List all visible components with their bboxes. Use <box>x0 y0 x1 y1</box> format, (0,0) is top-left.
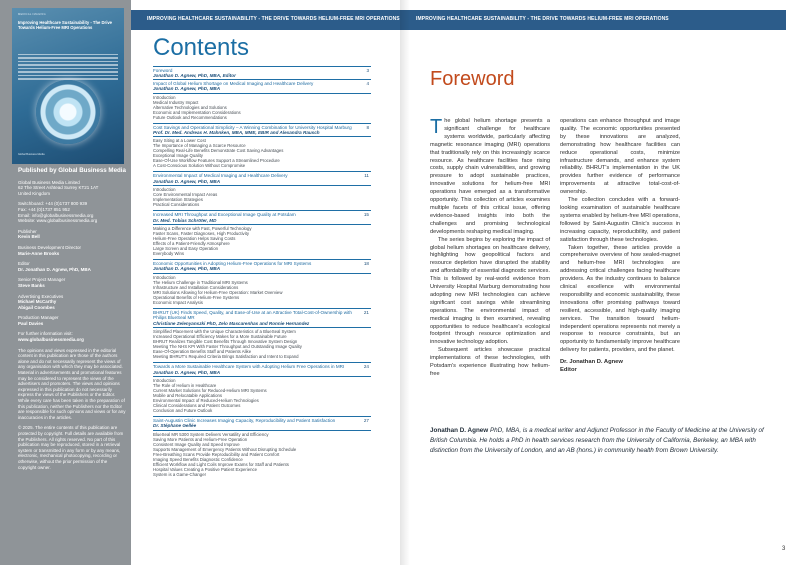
toc-subitem: Mobile and Relocatable Applications <box>153 392 223 398</box>
toc-subitem: Introduction <box>153 377 176 383</box>
toc-subitem: Increased Operational Efficiency Makes for a More Sustainable Future <box>153 334 287 340</box>
cover-article-list <box>18 54 118 82</box>
foreword-paragraph: The series begins by exploring the impact of global helium shortages on healthcare delivery, highlighting how geopolitical factors and resource depletion have disrupted the stability and affordability of essential diagnostic services. This is followed by real-world evidence from University Hospital Marburg demonstrating how adopting new MRI technologies can achieve significant cost savings while streamlining operations. The environmental impact of medical imaging is then examined, revealing opportunities to reduce healthcare's ecological footprint through resource optimization and innovative technology adoption. <box>430 236 550 346</box>
toc-entry-author: Jonathan D. Agnew, PhD, MBA <box>153 86 221 92</box>
author-bio <box>430 426 770 456</box>
toc-subitems <box>153 93 371 123</box>
toc-page-number: 21 <box>363 309 369 315</box>
toc-entry-author: Christiane Zelenyanszki PhD, Zelo Mascarenhas and Ronnie Hernandez <box>153 320 310 326</box>
address-line: United Kingdom <box>18 190 51 196</box>
cover-footer: Global Business Media <box>18 153 45 156</box>
toc-entry[interactable] <box>153 210 371 223</box>
toc-subitems <box>153 376 371 416</box>
further-info: For further information visit: <box>18 331 73 337</box>
bio-name: Jonathan D. Agnew <box>430 427 489 434</box>
toc-entry-title: Cost Savings and Operational Simplicity – A Winning Combination for University Hospital Marburg <box>153 124 352 130</box>
toc-entry[interactable] <box>153 79 371 92</box>
toc-entry[interactable] <box>153 171 371 184</box>
toc-page-number: 8 <box>366 124 369 130</box>
role-name: Dr. Jonathan D. Agnew, PhD, MBA <box>18 266 91 272</box>
toc-subitem: MRI Solutions Allowing for Helium-Free Operation: Market Overview <box>153 289 283 295</box>
toc-subitem: Imaging Speed Benefits Diagnostic Confidence <box>153 456 243 462</box>
toc-entry[interactable] <box>153 416 371 429</box>
address-line: 62 The Street Ashtead Surrey KT21 1AT <box>18 185 99 191</box>
toc-subitem: Alternative Technologies and Solutions <box>153 104 227 110</box>
role-label: Senior Project Manager <box>18 277 66 283</box>
toc-subitems <box>153 185 371 210</box>
toc-subitem: A Cost-Conscious Solution Without Compromise <box>153 163 246 169</box>
mri-ring-image <box>36 80 100 144</box>
toc-entry[interactable] <box>153 308 371 326</box>
toc-entry-title: Towards a More Sustainable Healthcare System with Adopting Helium Free Operations in MRI <box>153 364 345 370</box>
toc-subitem: Meeting BHRUT's Required Criteria Brings Satisfaction and Intent to Expand <box>153 354 299 360</box>
toc-subitem: BHRUT Realizes Tangible Cost Benefits Through Innovative System Design <box>153 339 298 345</box>
toc-page-number: 27 <box>363 417 369 423</box>
role-label: Editor <box>18 261 30 267</box>
toc-entry-title: Economic Opportunities in Adopting Helium-Free Operations for MRI Systems <box>153 261 312 267</box>
role-name: Kevin Bell <box>18 234 40 240</box>
publisher-info <box>18 168 126 470</box>
toc-page-number: 15 <box>363 212 369 218</box>
toc-subitem: Consistent Image Quality and Speed Improve <box>153 441 240 447</box>
role-name: Paul Davies <box>18 320 44 326</box>
publisher-sidebar <box>0 0 131 565</box>
toc-subitem: Large Screen and Easy Operation <box>153 246 218 252</box>
foreword-column-1 <box>430 118 550 379</box>
toc-page-number: 24 <box>363 364 369 370</box>
toc-subitem: System is a Game-Changer <box>153 471 207 477</box>
toc-subitem: Introduction <box>153 94 176 100</box>
toc-subitem: Conclusion and Future Outlook <box>153 407 213 413</box>
disclaimer: The opinions and views expressed in the editorial content in this publication are those of the authors alone and do not necessarily represent the views of any organisation with which they may be associated. Material in advertisements and promotional features may be considered to represent the views of the advertisers and promoters. The views and opinions expressed in this publication do not necessarily express the views of the Publishers or the Editor. While every care has been taken in the preparation of this publication, neither the Publishers nor the Editor are responsible for such opinions and views or for any inaccuracies in the articles. <box>18 347 126 420</box>
toc-subitem: Compelling Real-Life Benefits Demonstrate Cost Saving Advantages <box>153 148 284 154</box>
signature-role: Editor <box>560 366 577 373</box>
toc-subitem: The Importance of Managing a Scarce Resource <box>153 143 246 149</box>
toc-subitems <box>153 430 371 480</box>
website-link[interactable]: www.globalbusinessmedia.org <box>18 337 84 343</box>
toc-entry-title: Increased MRI Throughput and Exceptional Image Quality at Potsdam <box>153 212 296 218</box>
contact-line: Email: info@globalbusinessmedia.org <box>18 212 94 218</box>
toc-entry[interactable] <box>153 123 371 136</box>
contact-line: Website: www.globalbusinessmedia.org <box>18 218 98 224</box>
toc-subitems <box>153 224 371 259</box>
role-label: Production Manager <box>18 315 59 321</box>
toc-entry-title: Environmental Impact of Medical Imaging and Healthcare Delivery <box>153 173 288 179</box>
toc-subitem: Economic Impact Analysis <box>153 299 203 305</box>
foreword-paragraph: The global helium shortage presents a significant challenge for healthcare systems worldwide, particularly affecting magnetic resonance imaging (MRI) operations that traditionally rely on this increasingly scarce resource. As healthcare facilities face rising costs, supply chain vulnerabilities, and growing pressure to adopt sustainable practices, innovative solutions for helium-free MRI operations have emerged as a transformative opportunity. This collection of articles examines multiple facets of this critical issue, offering evidence-based insights into both the challenges and promising technological developments reshaping medical imaging. <box>430 116 550 235</box>
toc-subitem: Infrastructure and Installation Considerations <box>153 284 239 290</box>
toc-subitem: Effects of a Patient-Friendly Atmosphere <box>153 241 230 247</box>
contact-line: Switchboard: +44 (0)1737 800 939 <box>18 201 88 207</box>
contents-page <box>131 0 400 565</box>
toc-subitem: Making a Difference with Fast, Powerful Technology <box>153 226 252 232</box>
toc-subitem: Operational Benefits of Helium-Free Systems <box>153 294 240 300</box>
toc-subitems <box>153 273 371 308</box>
foreword-title: Foreword <box>430 68 515 90</box>
toc-entry-author: Jonathan D. Agnew, PhD, MBA, Editor <box>153 73 236 79</box>
toc-subitem: Ease-Of-Use Workflow Features Support a Streamlined Procedure <box>153 158 280 164</box>
contents-title: Contents <box>153 34 250 61</box>
signature <box>560 359 680 374</box>
toc-subitem: Easy Siting at a Lower Cost <box>153 138 206 144</box>
toc-subitem: Environmental Impact of Reduced-Helium Technologies <box>153 397 259 403</box>
toc-entry-author: Dr. Stéphane Gellée <box>153 423 197 429</box>
toc-subitems <box>153 136 371 171</box>
toc-subitem: Simplified Placement with the Unique Characteristics of a BlueSeal System <box>153 329 296 335</box>
page-number: 3 <box>782 546 786 552</box>
toc-entry-title: Foreword <box>153 68 173 73</box>
toc-subitem: Practical Considerations <box>153 202 200 208</box>
toc-subitem: Introduction <box>153 274 176 280</box>
toc-subitem: Current Market Solutions for Reduced-Helium MRI Systems <box>153 387 267 393</box>
foreword-paragraph: Taken together, these articles provide a comprehensive overview of how sealed-magnet and helium-free MRI technologies are addressing critical challenges facing healthcare providers. As the industry continues to balance clinical excellence with environmental responsibility and economic sustainability, these innovations offer promising pathways toward resilient, accessible, and high-quality imaging services. The transition toward helium-independent operations represents not merely a response to resource constraints, but an opportunity to fundamentally improve healthcare delivery for patients, providers, and the planet. <box>560 244 680 354</box>
toc-subitem: Introduction <box>153 187 176 193</box>
published-by: Published by Global Business Media <box>18 167 126 174</box>
role-name: Marie-Anne Brooks <box>18 250 60 256</box>
foreword-paragraph: The collection concludes with a forward-looking examination of sustainable healthcare systems enabled by helium-free MRI operations, followed by Saint-Augustin Clinic's success in increasing capacity, reproducibility, and patient satisfaction through these technologies. <box>560 197 681 243</box>
toc-subitem: Exceptional Image Quality <box>153 153 203 159</box>
toc-entry[interactable] <box>153 259 371 272</box>
toc-subitem: BlueSeal MR 5300 System Delivers Versatility and Efficiency <box>153 431 269 437</box>
toc-page-number: 4 <box>366 80 369 86</box>
foreword-column-2 <box>560 118 680 374</box>
address-line: Global Business Media Limited <box>18 179 80 185</box>
toc-page-number: 3 <box>366 68 369 73</box>
table-of-contents <box>153 66 371 480</box>
toc-page-number: 18 <box>363 261 369 267</box>
cover-journal: MEDICAL IMAGING <box>18 13 46 16</box>
toc-subitem: Ease-Of-Operation Benefits Staff and Patients Alike <box>153 349 252 355</box>
foreword-paragraph: operations can enhance throughput and image quality. The economic opportunities presented by these innovations are analyzed, demonstrating how healthcare facilities can reduce operational costs, minimize infrastructure demands, and enhance system reliability. BHRUT's implementation in the UK provides further evidence of performance improvements at attractive total-cost-of-ownership. <box>560 118 680 196</box>
header-text: IMPROVING HEALTHCARE SUSTAINABILITY - THE DRIVE TOWARDS HELIUM-FREE MRI OPERATIONS <box>416 16 669 22</box>
toc-entry-author: Dr. Med. Tobias Schröter, MD <box>153 217 217 223</box>
toc-subitem: Helium-Free Operation Helps Saving Costs <box>153 236 236 242</box>
toc-subitem: Core Environmental Impact Areas <box>153 192 218 198</box>
toc-entry[interactable] <box>153 66 371 79</box>
toc-subitem: Efficient Workflow and Light Coils Improve Exams for Staff and Patients <box>153 461 289 467</box>
toc-entry-author: Prof. Dr. Med. Andreas H. Mahnken, MBA, MME, EBIR and Alexandra Rausch <box>153 130 320 136</box>
contact-line: Fax: +44 (0)1737 851 952 <box>18 206 70 212</box>
role-name: Michael McCarthy Abigail Coombes <box>18 299 57 310</box>
role-label: Business Development Director <box>18 244 82 250</box>
drop-cap: T <box>430 116 443 138</box>
toc-subitem: The Role of Helium in Healthcare <box>153 382 217 388</box>
copyright: © 2025. The entire contents of this publication are protected by copyright. Full details are available from the Publishers. All rights reserved. No part of this publication may be reproduced, stored in a retrieval system or transmitted in any form or by any means, electronic, mechanical photocopying, recording or otherwise, without the prior permission of the copyright owner. <box>18 425 124 470</box>
toc-entry-title: Impact of Global Helium Shortage on Medical Imaging and Healthcare Delivery <box>153 80 314 86</box>
foreword-paragraph: Subsequent articles showcase practical implementations of these technologies, with Potsdam's experience illustrating how helium-free <box>430 347 550 377</box>
page-gutter <box>400 0 410 565</box>
toc-subitem: Faster Scans, Faster Diagnoses, High Productivity <box>153 231 250 237</box>
toc-subitem: Economic and Implementation Considerations <box>153 109 241 115</box>
toc-subitem: Free-Breathing Scans Provide Reproducibility and Patient Comfort <box>153 451 280 457</box>
toc-entry-author: Jonathan D. Agnew, PhD, MBA <box>153 369 221 375</box>
toc-subitem: Implementation Strategies <box>153 197 203 203</box>
toc-entry-title: Saint-Augustin Clinic Increases Imaging Capacity, Reproducibility and Patient Satisfaction <box>153 417 336 423</box>
toc-subitem: Clinical Considerations and Patient Outcomes <box>153 402 241 408</box>
toc-subitem: The Helium Challenge in Traditional MRI Systems <box>153 279 248 285</box>
signature-name: Dr. Jonathan D. Agnew <box>560 359 623 366</box>
toc-subitem: Medical Industry Impact <box>153 99 199 105</box>
toc-entry-author: Jonathan D. Agnew, PhD, MBA <box>153 178 221 184</box>
toc-entry-author: Jonathan D. Agnew, PhD, MBA <box>153 266 221 272</box>
toc-entry[interactable] <box>153 362 371 375</box>
role-label: Advertising Executives <box>18 293 64 299</box>
bio-text: PhD, MBA, is a medical writer and Adjunct Professor in the Faculty of Medicine at the University of British Columbia. He holds a PhD in health services research from the University of California, Berkeley, an MBA with distinction from the University of London, and an AB (hons.) in community health from Brown University. <box>430 427 764 454</box>
header-bar <box>400 10 786 30</box>
cover-thumbnail <box>12 8 124 164</box>
toc-entry-title: BHRUT (UK) Finds Speed, Quality, and Ease-of-Use at an Attractive Total-Cost-of-Ownership with Philips BlueSeal MR <box>153 309 352 321</box>
toc-subitem: Saving More Patients and Helium-Free Operation <box>153 436 248 442</box>
toc-subitem: Future Outlook and Recommendations <box>153 114 227 120</box>
role-label: Publisher <box>18 228 37 234</box>
cover-title: Improving Healthcare Sustainability - The Drive Towards Helium-Free MRI Operations <box>18 20 113 30</box>
toc-subitems <box>153 327 371 362</box>
role-name: Steve Banks <box>18 282 45 288</box>
toc-page-number: 11 <box>364 173 369 179</box>
toc-subitem: Hospital Values Creating a Positive Patient Experience <box>153 466 258 472</box>
header-bar <box>131 10 400 30</box>
toc-subitem: Meeting The NHS KPI With Faster Throughput and Outstanding Image Quality <box>153 344 302 350</box>
toc-subitem: Everybody Wins <box>153 251 185 257</box>
toc-subitem: Supports Management of Emergency Patients Without Disrupting Schedule <box>153 446 297 452</box>
header-text: IMPROVING HEALTHCARE SUSTAINABILITY - THE DRIVE TOWARDS HELIUM-FREE MRI OPERATIONS <box>147 16 400 22</box>
